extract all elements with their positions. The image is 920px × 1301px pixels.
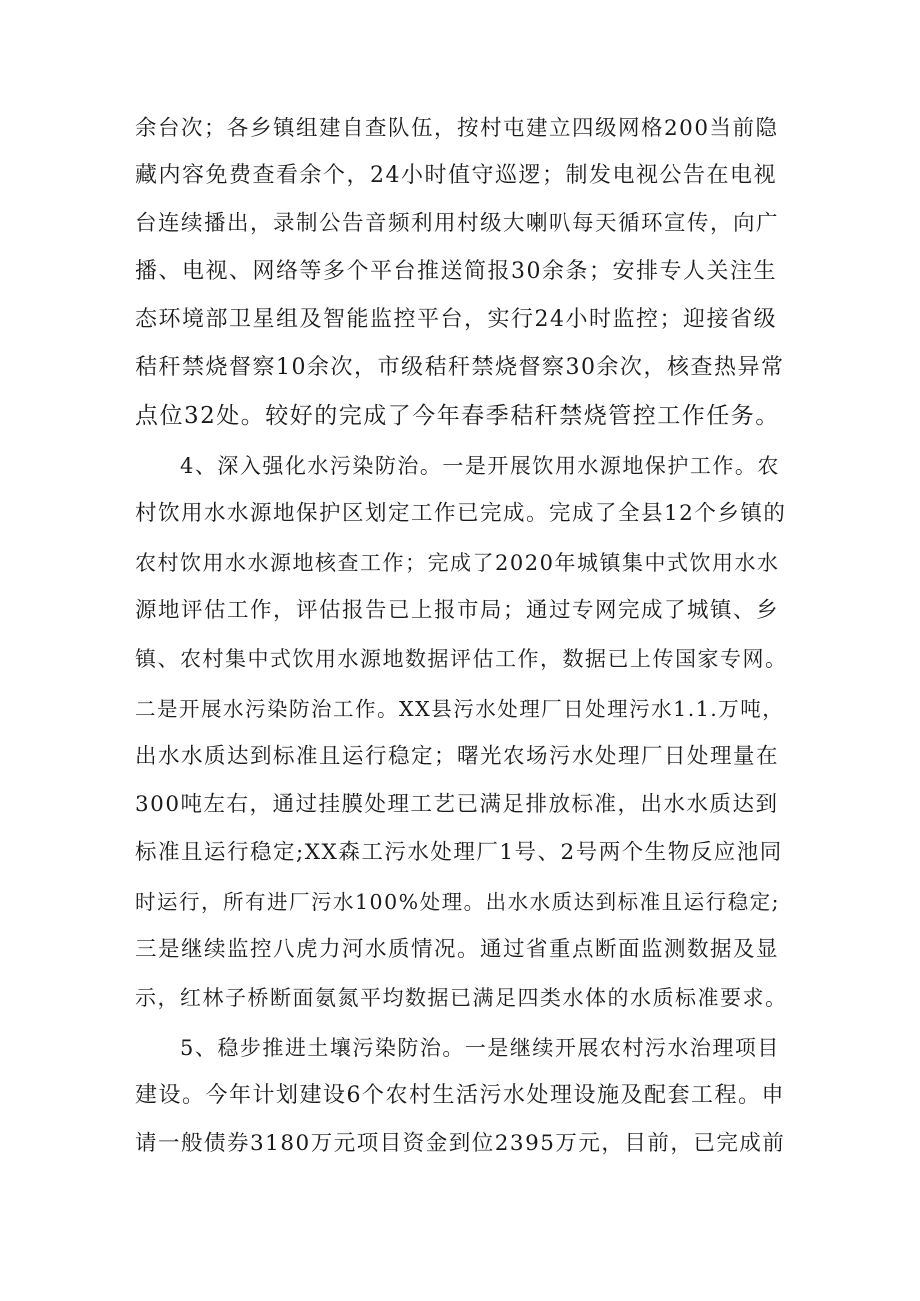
text-line: 300吨左右，通过挂膜处理工艺已满足排放标准，出水水质达到 [135, 792, 779, 817]
text-line: 请一般债券3180万元项目资金到位2395万元，目前，已完成前 [135, 1131, 786, 1156]
text-line: 秸秆禁烧督察10余次，市级秸秆禁烧督察30余次，核查热异常 [135, 355, 785, 380]
text-line: 出水水质达到标准且运行稳定；曙光农场污水处理厂日处理量在 [135, 744, 780, 769]
text-line: 村饮用水水源地保护区划定工作已完成。完成了全县12个乡镇的 [135, 501, 787, 526]
text-line: 播、电视、网络等多个平台推送简报30余条；安排专人关注生 [135, 259, 777, 284]
paragraph-start-line: 4、深入强化水污染防治。一是开展饮用水源地保护工作。农 [180, 454, 780, 478]
text-line: 三是继续监控八虎力河水质情况。通过省重点断面监测数据及显 [135, 937, 780, 962]
text-line: 农村饮用水水源地核查工作；完成了2020年城镇集中式饮用水水 [135, 551, 780, 575]
text-line: 建设。今年计划建设6个农村生活污水处理设施及配套工程。申 [135, 1083, 785, 1108]
text-line: 镇、农村集中式饮用水源地数据评估工作，数据已上传国家专网。 [135, 647, 788, 671]
text-line: 示，红林子桥断面氨氮平均数据已满足四类水体的水质标准要求。 [135, 986, 788, 1010]
text-line: 源地评估工作，评估报告已上报市局；通过专网完成了城镇、乡 [135, 598, 780, 623]
text-line: 余台次；各乡镇组建自查队伍，按村屯建立四级网格200当前隐 [135, 116, 779, 141]
text-line: 台连续播出，录制公告音频利用村级大喇叭每天循环宣传，向广 [135, 211, 780, 236]
text-line: 藏内容免费查看余个，24小时值守巡逻；制发电视公告在电视 [135, 163, 777, 188]
text-line: 二是开展水污染防治工作。XX县污水处理厂日处理污水1.1.万吨， [135, 697, 785, 721]
paragraph-start-line: 5、稳步推进土壤污染防治。一是继续开展农村污水治理项目 [180, 1036, 780, 1060]
text-line: 态环境部卫星组及智能监控平台，实行24小时监控；迎接省级 [135, 307, 777, 332]
text-line: 标准且运行稳定;XX森工污水处理厂1号、2号两个生物反应池同 [135, 840, 783, 865]
text-line: 时运行，所有进厂污水100%处理。出水水质达到标准且运行稳定; [135, 890, 781, 914]
text-line: 点位32处。较好的完成了今年春季秸秆禁烧管控工作任务。 [135, 403, 780, 429]
